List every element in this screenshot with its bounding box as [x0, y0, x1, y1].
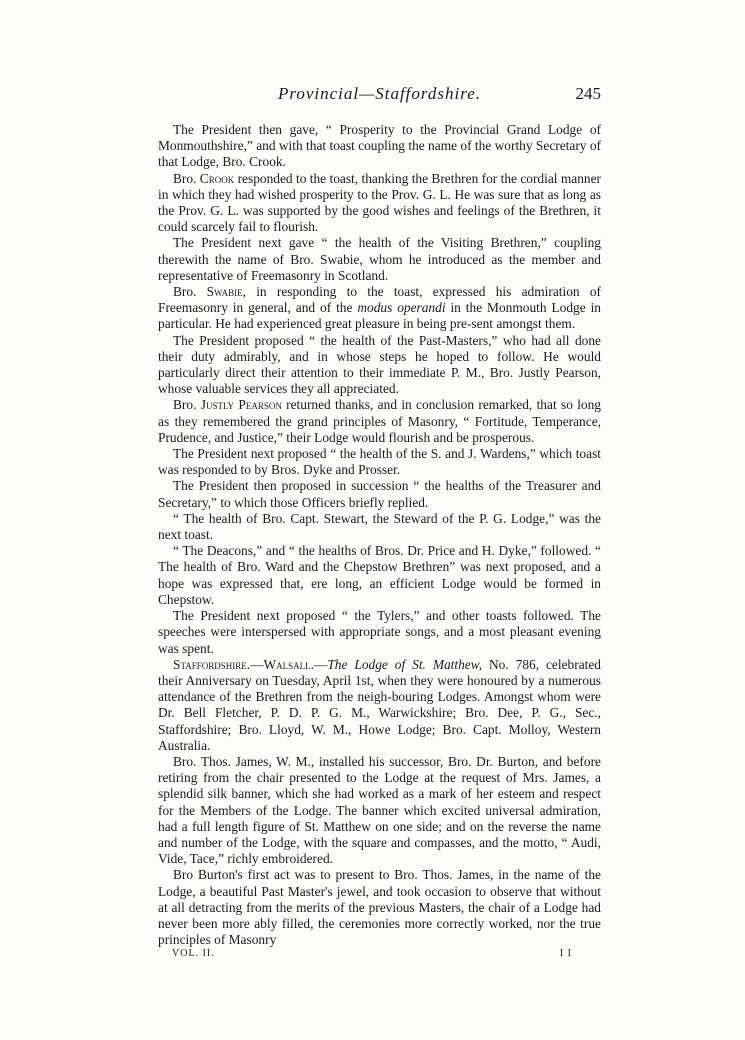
- text-run: No. 786, celebrated their Anniversary on Tuesday, April 1st, when they were honoured by a numerous attendance of the Brethren from the neigh-bouring Lodges. Amongst whom were Dr. Bell Fletcher, P. D. P. G. M., Warwickshire; Bro. Dee, P. G., Sec., Staffordshire; Bro. Lloyd, W. M., Howe Lodge; Bro. Capt. Molloy, Western Australia.: [158, 656, 601, 753]
- text-run: Bro.: [173, 170, 200, 186]
- text-run: Justly Pearson: [200, 397, 282, 413]
- text-run: Bro.: [173, 397, 201, 413]
- text-run: The President then gave, “ Prosperity to the Provincial Grand Lodge of Monmouthshire,” and with that toast coupling the name of the worthy Secretary of that Lodge, Bro. Crook.: [158, 122, 601, 170]
- running-title: Provincial—Staffordshire.: [277, 84, 482, 103]
- volume-label: VOL. II.: [172, 948, 215, 959]
- text-run: “ The health of Bro. Capt. Stewart, the Steward of the P. G. Lodge,” was the next toast.: [158, 510, 601, 543]
- text-run: Crook: [199, 170, 235, 186]
- text-run: The President next proposed “ the Tylers,” and other toasts followed. The speeches were interspersed with appropriate songs, and a most pleasant evening was spent.: [158, 608, 601, 656]
- paragraph: [158, 284, 601, 333]
- page-header: [158, 84, 601, 110]
- body-text: [158, 122, 601, 948]
- paragraph: [158, 235, 601, 284]
- paragraph: [158, 867, 601, 948]
- paragraph: [158, 333, 601, 398]
- text-run: modus operandi: [357, 300, 446, 316]
- paragraph: [158, 397, 601, 446]
- signature-mark: I I: [559, 948, 572, 959]
- text-run: The President next gave “ the health of the Visiting Brethren,” coupling therewith the name of Bro. Swabie, whom he introduced as the member and representative of Freemasonry in Scotland.: [158, 235, 601, 283]
- paragraph: [158, 511, 601, 543]
- text-run: Bro. Thos. James, W. M., installed his successor, Bro. Dr. Burton, and before retiring from the chair presented to the Lodge at the request of Mrs. James, a splendid silk banner, which she had worked as a mark of her esteem and respect for the Members of the Lodge. The banner which excited universal admiration, had a full length figure of St. Matthew on one side; and on the reverse the name and number of the Lodge, with the square and compasses, and the motto, “ Audi, Vide, Tace,” richly embroidered.: [158, 753, 601, 867]
- page-number: 245: [575, 84, 601, 103]
- text-run: Bro.: [173, 284, 207, 300]
- text-run: Bro Burton's first act was to present to Bro. Thos. James, in the name of the Lodge, a beautiful Past Master's jewel, and took occasion to observe that without at all detracting from the merits of the previous Masters, the chair of a Lodge had never been more ably filled, the ceremonies more correctly worked, nor the true principles of Masonry: [158, 867, 601, 948]
- paragraph: [158, 478, 601, 510]
- paragraph: [158, 446, 601, 478]
- paragraph: [158, 754, 601, 867]
- text-run: Swabie: [206, 284, 243, 300]
- paragraph: [158, 171, 601, 236]
- paragraph: [158, 543, 601, 608]
- paragraph: [158, 657, 601, 754]
- text-run: in the Monmouth Lodge in particular. He had experienced great pleasure in being pre-sent amongst them.: [158, 300, 601, 332]
- text-run: The President next proposed “ the health of the S. and J. Wardens,” which toast was responded to by Bros. Dyke and Prosser.: [158, 446, 601, 478]
- text-run: , in responding to the toast, expressed his admiration of Freemasonry in general, and of the: [158, 284, 601, 316]
- text-run: Staffordshire.—Walsall.—: [173, 656, 328, 672]
- text-run: responded to the toast, thanking the Brethren for the cordial manner in which they had wished prosperity to the Prov. G. L. He was sure that as long as the Prov. G. L. was supported by the good wishes and feelings of the Brethren, it could scarcely fail to flourish.: [158, 170, 602, 235]
- paragraph: [158, 608, 601, 657]
- page-footer: [172, 948, 572, 962]
- text-run: The President then proposed in succession “ the healths of the Treasurer and Secretary,” to which those Officers briefly replied.: [158, 478, 601, 510]
- text-run: The Lodge of St. Matthew,: [327, 656, 483, 672]
- text-run: returned thanks, and in conclusion remarked, that so long as they remembered the grand principles of Masonry, “ Fortitude, Temperance, Prudence, and Justice,” their Lodge would flourish and be prosperous.: [158, 397, 602, 445]
- paragraph: [158, 122, 601, 171]
- text-run: “ The Deacons,” and “ the healths of Bros. Dr. Price and H. Dyke,” followed. “ The health of Bro. Ward and the Chepstow Brethren” was next proposed, and a hope was expressed that, ere long, an efficient Lodge would be formed in Chepstow.: [158, 543, 601, 607]
- text-run: The President proposed “ the health of the Past-Masters,” who had all done their duty admirably, and in whose steps he hoped to follow. He would particularly direct their attention to their immediate P. M., Bro. Justly Pearson, whose valuable services they all appreciated.: [158, 332, 601, 397]
